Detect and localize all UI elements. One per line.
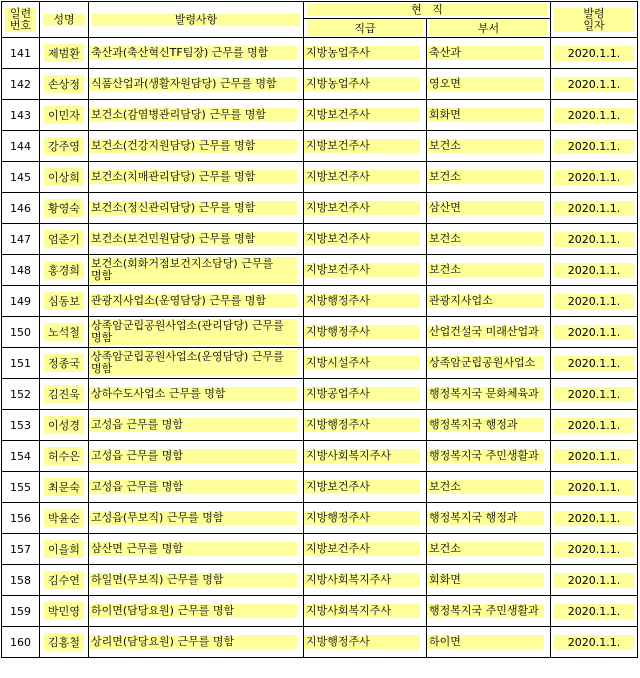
serial-number: 146 (2, 193, 40, 224)
current-rank: 지방보건주사 (304, 472, 427, 503)
table-row (2, 69, 638, 100)
current-rank: 지방보건주사 (304, 193, 427, 224)
current-rank: 지방행정주사 (304, 627, 427, 658)
personnel-order-table (1, 1, 638, 658)
current-rank: 지방보건주사 (304, 162, 427, 193)
table-row (2, 503, 638, 534)
person-name: 이민자 (40, 100, 89, 131)
table-body (2, 38, 638, 658)
order-date: 2020.1.1. (551, 627, 638, 658)
current-department: 보건소 (427, 255, 551, 286)
current-rank: 지방행정주사 (304, 410, 427, 441)
order-detail: 상족암군립공원사업소(관리담당) 근무를 명함 (89, 317, 304, 348)
person-name: 제범환 (40, 38, 89, 69)
table-row (2, 596, 638, 627)
current-department: 행정복지국 주민생활과 (427, 441, 551, 472)
serial-number: 151 (2, 348, 40, 379)
table-row (2, 627, 638, 658)
current-department: 하이면 (427, 627, 551, 658)
order-date: 2020.1.1. (551, 100, 638, 131)
header-date: 발령 일자 (551, 2, 638, 38)
current-rank: 지방시설주사 (304, 348, 427, 379)
table-row (2, 379, 638, 410)
order-date: 2020.1.1. (551, 534, 638, 565)
current-rank: 지방행정주사 (304, 286, 427, 317)
current-department: 보건소 (427, 224, 551, 255)
person-name: 박민영 (40, 596, 89, 627)
order-date: 2020.1.1. (551, 596, 638, 627)
person-name: 김홍철 (40, 627, 89, 658)
table-row (2, 286, 638, 317)
current-department: 보건소 (427, 131, 551, 162)
serial-number: 145 (2, 162, 40, 193)
header-current-position: 현 직 (304, 2, 551, 19)
current-rank: 지방보건주사 (304, 100, 427, 131)
order-detail: 보건소(회화거점보건지소담당) 근무를 명함 (89, 255, 304, 286)
serial-number: 154 (2, 441, 40, 472)
table-row (2, 193, 638, 224)
table-row (2, 162, 638, 193)
serial-number: 147 (2, 224, 40, 255)
order-date: 2020.1.1. (551, 503, 638, 534)
order-detail: 고성읍 근무를 명함 (89, 410, 304, 441)
current-rank: 지방사회복지주사 (304, 596, 427, 627)
current-department: 산업건설국 미래산업과 (427, 317, 551, 348)
person-name: 이성경 (40, 410, 89, 441)
current-department: 보건소 (427, 472, 551, 503)
order-detail: 축산과(축산혁신TF팀장) 근무를 명함 (89, 38, 304, 69)
current-rank: 지방보건주사 (304, 131, 427, 162)
person-name: 손상정 (40, 69, 89, 100)
order-detail: 관광지사업소(운영담당) 근무를 명함 (89, 286, 304, 317)
current-department: 회화면 (427, 565, 551, 596)
person-name: 김진욱 (40, 379, 89, 410)
current-department: 삼산면 (427, 193, 551, 224)
header-name: 성명 (40, 2, 89, 38)
serial-number: 144 (2, 131, 40, 162)
order-date: 2020.1.1. (551, 410, 638, 441)
current-department: 행정복지국 주민생활과 (427, 596, 551, 627)
current-department: 보건소 (427, 162, 551, 193)
person-name: 최문숙 (40, 472, 89, 503)
serial-number: 159 (2, 596, 40, 627)
order-date: 2020.1.1. (551, 224, 638, 255)
current-rank: 지방보건주사 (304, 255, 427, 286)
current-department: 축산과 (427, 38, 551, 69)
table-row (2, 131, 638, 162)
order-detail: 상리면(담당요원) 근무를 명함 (89, 627, 304, 658)
serial-number: 149 (2, 286, 40, 317)
order-date: 2020.1.1. (551, 286, 638, 317)
current-department: 행정복지국 행정과 (427, 410, 551, 441)
current-department: 행정복지국 문화체육과 (427, 379, 551, 410)
order-date: 2020.1.1. (551, 317, 638, 348)
person-name: 심동보 (40, 286, 89, 317)
current-department: 관광지사업소 (427, 286, 551, 317)
order-date: 2020.1.1. (551, 69, 638, 100)
order-detail: 보건소(건강지원담당) 근무를 명함 (89, 131, 304, 162)
person-name: 이을희 (40, 534, 89, 565)
person-name: 김수연 (40, 565, 89, 596)
person-name: 황영숙 (40, 193, 89, 224)
person-name: 노석철 (40, 317, 89, 348)
order-date: 2020.1.1. (551, 162, 638, 193)
current-rank: 지방행정주사 (304, 317, 427, 348)
table-row (2, 534, 638, 565)
order-date: 2020.1.1. (551, 131, 638, 162)
order-date: 2020.1.1. (551, 441, 638, 472)
order-detail: 고성읍 근무를 명함 (89, 472, 304, 503)
table-row (2, 565, 638, 596)
order-detail: 보건소(보건민원담당) 근무를 명함 (89, 224, 304, 255)
header-rank: 직급 (304, 19, 427, 38)
order-detail: 보건소(치매관리담당) 근무를 명함 (89, 162, 304, 193)
table-row (2, 255, 638, 286)
current-department: 회화면 (427, 100, 551, 131)
table-row (2, 472, 638, 503)
serial-number: 142 (2, 69, 40, 100)
current-rank: 지방농업주사 (304, 38, 427, 69)
serial-number: 160 (2, 627, 40, 658)
current-rank: 지방보건주사 (304, 224, 427, 255)
current-rank: 지방농업주사 (304, 69, 427, 100)
order-detail: 고성읍 근무를 명함 (89, 441, 304, 472)
person-name: 박윤순 (40, 503, 89, 534)
order-detail: 상족암군립공원사업소(운영담당) 근무를 명함 (89, 348, 304, 379)
table-row (2, 38, 638, 69)
serial-number: 143 (2, 100, 40, 131)
order-detail: 식품산업과(생활자원담당) 근무를 명함 (89, 69, 304, 100)
person-name: 정종국 (40, 348, 89, 379)
serial-number: 148 (2, 255, 40, 286)
header-dept: 부서 (427, 19, 551, 38)
table-row (2, 410, 638, 441)
order-date: 2020.1.1. (551, 255, 638, 286)
current-rank: 지방보건주사 (304, 534, 427, 565)
table-row (2, 100, 638, 131)
serial-number: 152 (2, 379, 40, 410)
person-name: 허수은 (40, 441, 89, 472)
order-detail: 보건소(감염병관리담당) 근무를 명함 (89, 100, 304, 131)
order-date: 2020.1.1. (551, 348, 638, 379)
person-name: 강주영 (40, 131, 89, 162)
order-date: 2020.1.1. (551, 379, 638, 410)
header-serial: 일련 번호 (2, 2, 40, 38)
table-row (2, 224, 638, 255)
header-order: 발령사항 (89, 2, 304, 38)
table-row (2, 317, 638, 348)
order-detail: 고성읍(무보직) 근무를 명함 (89, 503, 304, 534)
order-detail: 하이면(담당요원) 근무를 명함 (89, 596, 304, 627)
current-rank: 지방행정주사 (304, 503, 427, 534)
order-date: 2020.1.1. (551, 565, 638, 596)
current-department: 보건소 (427, 534, 551, 565)
current-rank: 지방공업주사 (304, 379, 427, 410)
order-detail: 상하수도사업소 근무를 명함 (89, 379, 304, 410)
order-detail: 삼산면 근무를 명함 (89, 534, 304, 565)
person-name: 엄준기 (40, 224, 89, 255)
serial-number: 153 (2, 410, 40, 441)
table-row (2, 348, 638, 379)
current-department: 행정복지국 행정과 (427, 503, 551, 534)
serial-number: 157 (2, 534, 40, 565)
order-detail: 보건소(정신관리담당) 근무를 명함 (89, 193, 304, 224)
table-row (2, 441, 638, 472)
current-rank: 지방사회복지주사 (304, 441, 427, 472)
order-detail: 하일면(무보직) 근무를 명함 (89, 565, 304, 596)
serial-number: 158 (2, 565, 40, 596)
current-department: 영오면 (427, 69, 551, 100)
person-name: 이상희 (40, 162, 89, 193)
serial-number: 150 (2, 317, 40, 348)
serial-number: 155 (2, 472, 40, 503)
order-date: 2020.1.1. (551, 193, 638, 224)
current-department: 상족암군립공원사업소 (427, 348, 551, 379)
serial-number: 156 (2, 503, 40, 534)
order-date: 2020.1.1. (551, 472, 638, 503)
current-rank: 지방사회복지주사 (304, 565, 427, 596)
order-date: 2020.1.1. (551, 38, 638, 69)
serial-number: 141 (2, 38, 40, 69)
person-name: 홍경희 (40, 255, 89, 286)
